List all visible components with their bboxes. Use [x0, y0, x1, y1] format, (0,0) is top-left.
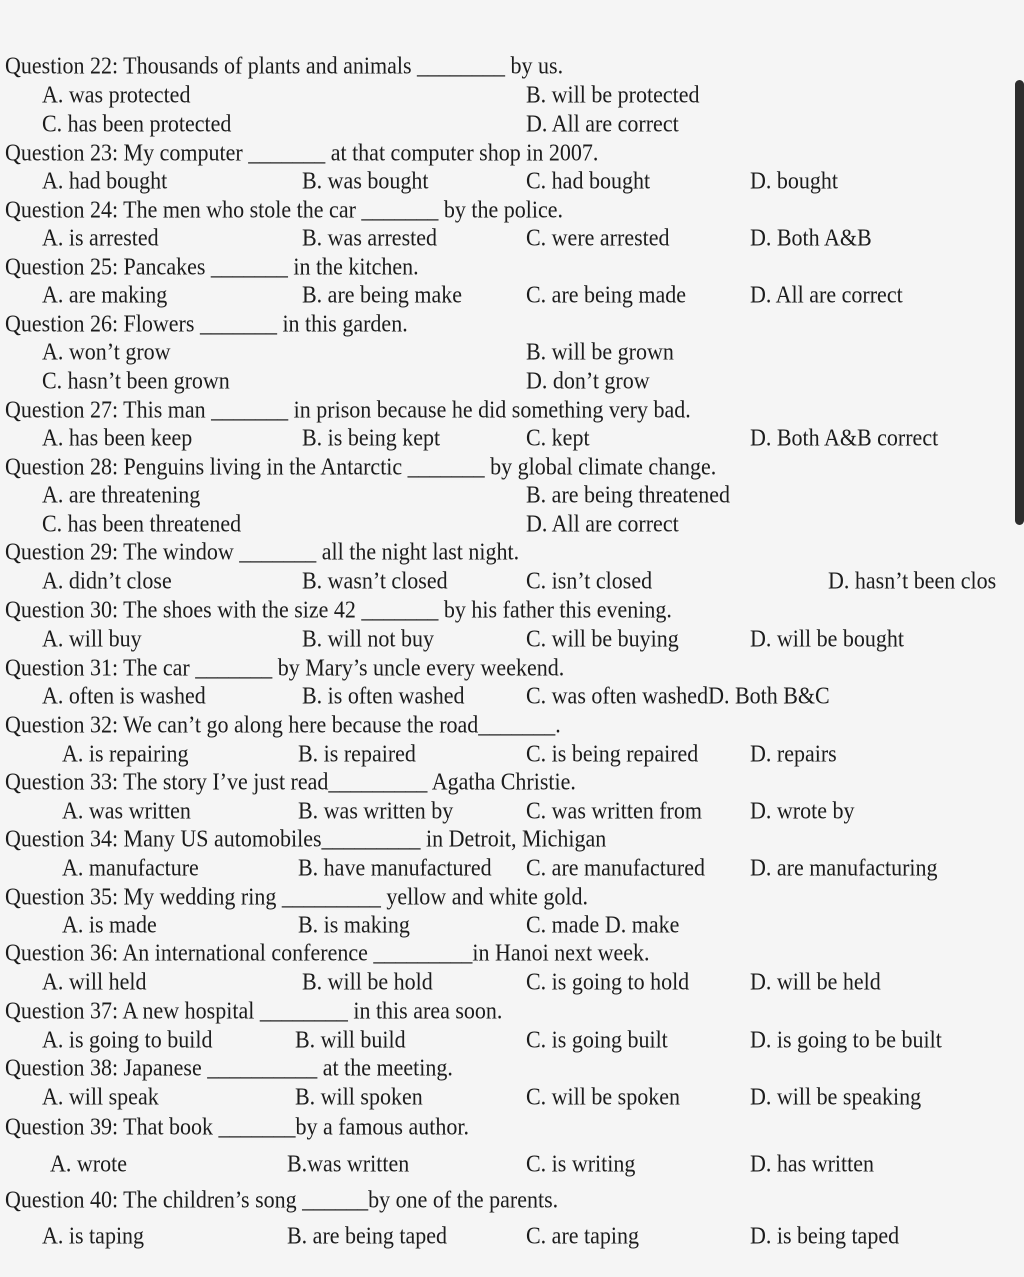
- q37-option-a[interactable]: A. is going to build: [42, 1026, 213, 1053]
- q25-option-b[interactable]: B. are being make: [302, 281, 463, 308]
- question-26-stem: Question 26: Flowers _______ in this garden.: [5, 310, 408, 337]
- q32-option-a[interactable]: A. is repairing: [62, 740, 189, 767]
- q29-option-a[interactable]: A. didn’t close: [42, 567, 172, 594]
- q30-option-b[interactable]: B. will not buy: [302, 625, 435, 652]
- q36-option-a[interactable]: A. will held: [42, 968, 147, 995]
- q33-option-d[interactable]: D. wrote by: [750, 797, 855, 824]
- q22-option-b[interactable]: B. will be protected: [526, 81, 700, 108]
- q38-option-d[interactable]: D. will be speaking: [750, 1083, 922, 1110]
- q33-option-c[interactable]: C. was written from: [526, 797, 702, 824]
- question-36-stem: Question 36: An international conference _________in Hanoi next week.: [5, 939, 650, 966]
- q26-option-d[interactable]: D. don’t grow: [526, 367, 650, 394]
- q25-option-c[interactable]: C. are being made: [526, 281, 687, 308]
- q31-option-c[interactable]: C. was often washedD. Both B&C: [526, 682, 830, 709]
- q27-option-c[interactable]: C. kept: [526, 424, 590, 451]
- q35-option-b[interactable]: B. is making: [298, 911, 410, 938]
- question-40-stem: Question 40: The children’s song ______by one of the parents.: [5, 1186, 559, 1213]
- q35-option-c[interactable]: C. made D. make: [526, 911, 680, 938]
- scrollbar-thumb[interactable]: [1015, 80, 1024, 525]
- q39-option-c[interactable]: C. is writing: [526, 1150, 636, 1177]
- question-39-stem: Question 39: That book _______by a famous author.: [5, 1113, 469, 1140]
- question-27-stem: Question 27: This man _______ in prison because he did something very bad.: [5, 396, 691, 423]
- q32-option-d[interactable]: D. repairs: [750, 740, 837, 767]
- q39-option-d[interactable]: D. has written: [750, 1150, 875, 1177]
- q38-option-c[interactable]: C. will be spoken: [526, 1083, 680, 1110]
- q32-option-c[interactable]: C. is being repaired: [526, 740, 699, 767]
- question-24-stem: Question 24: The men who stole the car _______ by the police.: [5, 196, 564, 223]
- q34-option-d[interactable]: D. are manufacturing: [750, 854, 938, 881]
- q30-option-c[interactable]: C. will be buying: [526, 625, 679, 652]
- q34-option-b[interactable]: B. have manufactured: [298, 854, 492, 881]
- q24-option-a[interactable]: A. is arrested: [42, 224, 159, 251]
- question-38-stem: Question 38: Japanese __________ at the meeting.: [5, 1054, 453, 1081]
- q31-option-b[interactable]: B. is often washed: [302, 682, 465, 709]
- q29-option-d[interactable]: D. hasn’t been clos: [828, 567, 997, 594]
- q40-option-a[interactable]: A. is taping: [42, 1222, 145, 1249]
- question-35-stem: Question 35: My wedding ring _________ yellow and white gold.: [5, 883, 588, 910]
- q31-option-a[interactable]: A. often is washed: [42, 682, 206, 709]
- q27-option-d[interactable]: D. Both A&B correct: [750, 424, 939, 451]
- question-30-stem: Question 30: The shoes with the size 42 _______ by his father this evening.: [5, 596, 672, 623]
- q22-option-d[interactable]: D. All are correct: [526, 110, 679, 137]
- q36-option-b[interactable]: B. will be hold: [302, 968, 433, 995]
- q24-option-c[interactable]: C. were arrested: [526, 224, 670, 251]
- question-29-stem: Question 29: The window _______ all the night last night.: [5, 538, 520, 565]
- q23-option-c[interactable]: C. had bought: [526, 167, 651, 194]
- q29-option-c[interactable]: C. isn’t closed: [526, 567, 653, 594]
- question-22-stem: Question 22: Thousands of plants and animals ________ by us.: [5, 52, 564, 79]
- question-31-stem: Question 31: The car _______ by Mary’s uncle every weekend.: [5, 654, 565, 681]
- q40-option-d[interactable]: D. is being taped: [750, 1222, 900, 1249]
- q28-option-b[interactable]: B. are being threatened: [526, 481, 731, 508]
- q33-option-a[interactable]: A. was written: [62, 797, 191, 824]
- question-23-stem: Question 23: My computer _______ at that computer shop in 2007.: [5, 139, 599, 166]
- q29-option-b[interactable]: B. wasn’t closed: [302, 567, 448, 594]
- q38-option-b[interactable]: B. will spoken: [295, 1083, 423, 1110]
- q30-option-a[interactable]: A. will buy: [42, 625, 142, 652]
- q39-option-a[interactable]: A. wrote: [50, 1150, 127, 1177]
- q37-option-b[interactable]: B. will build: [295, 1026, 406, 1053]
- q34-option-a[interactable]: A. manufacture: [62, 854, 199, 881]
- q27-option-a[interactable]: A. has been keep: [42, 424, 193, 451]
- q28-option-a[interactable]: A. are threatening: [42, 481, 201, 508]
- q34-option-c[interactable]: C. are manufactured: [526, 854, 705, 881]
- q26-option-a[interactable]: A. won’t grow: [42, 338, 171, 365]
- q28-option-d[interactable]: D. All are correct: [526, 510, 679, 537]
- q40-option-c[interactable]: C. are taping: [526, 1222, 640, 1249]
- q39-option-b[interactable]: B.was written: [287, 1150, 410, 1177]
- q36-option-c[interactable]: C. is going to hold: [526, 968, 690, 995]
- q25-option-a[interactable]: A. are making: [42, 281, 168, 308]
- q23-option-b[interactable]: B. was bought: [302, 167, 429, 194]
- question-34-stem: Question 34: Many US automobiles_________ in Detroit, Michigan: [5, 825, 607, 852]
- q27-option-b[interactable]: B. is being kept: [302, 424, 441, 451]
- q37-option-c[interactable]: C. is going built: [526, 1026, 668, 1053]
- question-32-stem: Question 32: We can’t go along here because the road_______.: [5, 711, 561, 738]
- q26-option-b[interactable]: B. will be grown: [526, 338, 674, 365]
- q33-option-b[interactable]: B. was written by: [298, 797, 454, 824]
- q30-option-d[interactable]: D. will be bought: [750, 625, 904, 652]
- q26-option-c[interactable]: C. hasn’t been grown: [42, 367, 230, 394]
- q24-option-d[interactable]: D. Both A&B: [750, 224, 872, 251]
- q22-option-c[interactable]: C. has been protected: [42, 110, 232, 137]
- q22-option-a[interactable]: A. was protected: [42, 81, 191, 108]
- q23-option-d[interactable]: D. bought: [750, 167, 838, 194]
- q40-option-b[interactable]: B. are being taped: [287, 1222, 448, 1249]
- question-25-stem: Question 25: Pancakes _______ in the kitchen.: [5, 253, 419, 280]
- q32-option-b[interactable]: B. is repaired: [298, 740, 416, 767]
- q25-option-d[interactable]: D. All are correct: [750, 281, 903, 308]
- q36-option-d[interactable]: D. will be held: [750, 968, 881, 995]
- question-37-stem: Question 37: A new hospital ________ in this area soon.: [5, 997, 503, 1024]
- question-33-stem: Question 33: The story I’ve just read_________ Agatha Christie.: [5, 768, 576, 795]
- q35-option-a[interactable]: A. is made: [62, 911, 157, 938]
- question-28-stem: Question 28: Penguins living in the Antarctic _______ by global climate change.: [5, 453, 717, 480]
- q24-option-b[interactable]: B. was arrested: [302, 224, 438, 251]
- q38-option-a[interactable]: A. will speak: [42, 1083, 159, 1110]
- q28-option-c[interactable]: C. has been threatened: [42, 510, 242, 537]
- q37-option-d[interactable]: D. is going to be built: [750, 1026, 942, 1053]
- q23-option-a[interactable]: A. had bought: [42, 167, 168, 194]
